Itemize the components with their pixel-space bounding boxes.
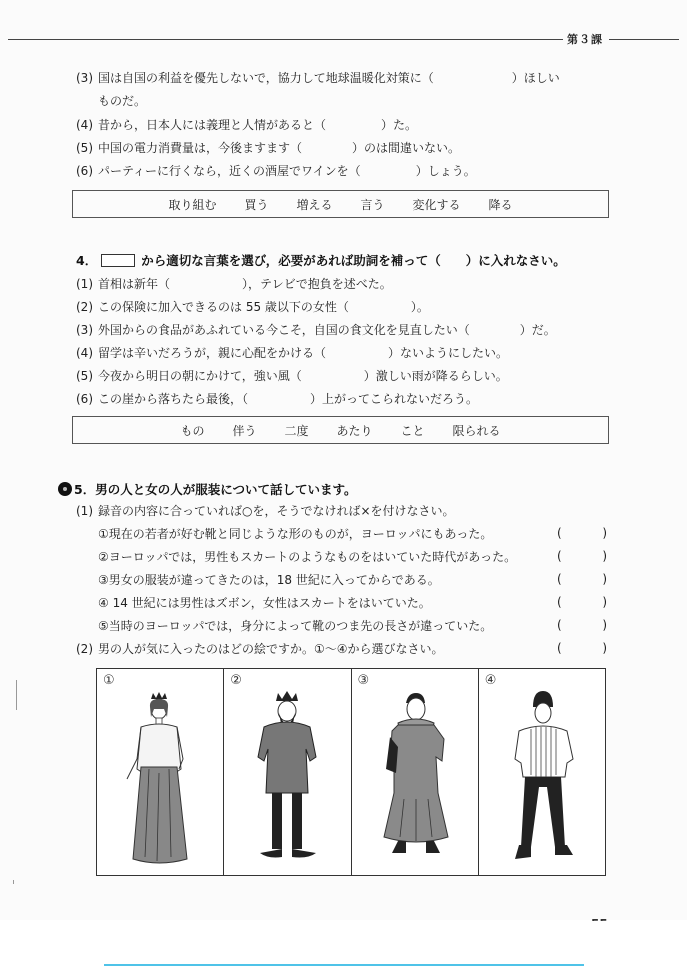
chapter-label: 第３課 xyxy=(567,33,603,46)
answer-paren[interactable]: ( ) xyxy=(557,641,607,655)
word-choice: あたり xyxy=(336,423,373,438)
scan-artifact xyxy=(16,680,17,710)
header-rule-right xyxy=(609,39,679,40)
word-choice-box xyxy=(72,190,609,218)
header-rule-left xyxy=(8,39,563,40)
question-item: (4) 留学は辛いだろうが，親に心配をかける（ ）ないようにしたい。 xyxy=(76,346,509,360)
woman-gown-illustration xyxy=(97,669,224,874)
figure-option-1[interactable]: ① xyxy=(97,669,224,875)
word-box-symbol xyxy=(101,254,135,267)
word-choice: 限られる xyxy=(452,423,501,438)
bottom-accent-rule xyxy=(104,964,584,966)
section-5-heading: 5．男の人と女の人が服装について話しています。 xyxy=(58,482,356,498)
long-robe-illustration xyxy=(352,669,479,874)
word-choice: 取り組む xyxy=(168,197,217,212)
question-item: (6) この崖から落ちたら最後，（ ）上がってこられないだろう。 xyxy=(76,392,479,406)
answer-paren[interactable]: ( ) xyxy=(557,595,607,609)
answer-paren[interactable]: ( ) xyxy=(557,526,607,540)
question-item: (3) 国は自国の利益を優先しないで，協力して地球温暖化対策に（ ）ほしい xyxy=(76,71,560,85)
answer-paren[interactable]: ( ) xyxy=(557,572,607,586)
question-2: (2) 男の人が気に入ったのはどの絵ですか。①～④から選びなさい。 xyxy=(76,642,444,656)
question-1-instruction: (1) 録音の内容に合っていれば○を，そうでなければ×を付けなさい。 xyxy=(76,504,455,518)
figure-option-2[interactable]: ② xyxy=(224,669,351,875)
bearded-king-illustration xyxy=(224,669,351,874)
scan-artifact xyxy=(13,880,14,884)
statement: ④ 14 世紀には男性はズボン，女性はスカートをはいていた。 xyxy=(98,596,431,610)
cd-audio-icon xyxy=(58,482,72,496)
figure-option-3[interactable]: ③ xyxy=(352,669,479,875)
answer-paren[interactable]: ( ) xyxy=(557,618,607,632)
word-choice: もの xyxy=(180,423,205,438)
bottom-whitespace xyxy=(97,921,687,969)
word-choice: 変化する xyxy=(412,197,461,212)
question-item: (4) 昔から，日本人には義理と人情があると（ ）た。 xyxy=(76,118,418,132)
question-item: (1) 首相は新年（ ），テレビで抱負を述べた。 xyxy=(76,277,392,291)
word-choice: 増える xyxy=(296,197,333,212)
word-choice: 降る xyxy=(488,197,513,212)
section-4-heading: 4． から適切な言葉を選び，必要があれば助詞を補って（ ）に入れなさい。 xyxy=(76,253,566,268)
statement: ⑤当時のヨーロッパでは，身分によって靴のつま先の長さが違っていた。 xyxy=(98,619,493,633)
word-choice: こと xyxy=(400,423,425,438)
question-item: (3) 外国からの食品があふれている今こそ，自国の食文化を見直したい（ ）だ。 xyxy=(76,323,556,337)
figure-option-4[interactable]: ④ xyxy=(479,669,605,875)
answer-paren[interactable]: ( ) xyxy=(557,549,607,563)
word-choice: 言う xyxy=(360,197,385,212)
word-choice-box xyxy=(72,416,609,444)
question-item-continuation: ものだ。 xyxy=(98,94,147,108)
question-item: (2) この保険に加入できるのは 55 歳以下の女性（ ）。 xyxy=(76,300,429,314)
word-choice: 二度 xyxy=(284,423,309,438)
word-choice: 買う xyxy=(244,197,269,212)
word-choice: 伴う xyxy=(232,423,257,438)
statement: ③男女の服装が違ってきたのは，18 世紀に入ってからである。 xyxy=(98,573,440,587)
statement: ②ヨーロッパでは，男性もスカートのようなものをはいていた時代があった。 xyxy=(98,550,517,564)
question-item: (6) パーティーに行くなら，近くの酒屋でワインを（ ）しょう。 xyxy=(76,164,476,178)
question-item: (5) 中国の電力消費量は，今後ますます（ ）のは間違いない。 xyxy=(76,141,461,155)
statement: ①現在の若者が好む靴と同じような形のものが，ヨーロッパにもあった。 xyxy=(98,527,493,541)
costume-figures xyxy=(96,668,606,876)
doublet-tights-illustration xyxy=(479,669,606,874)
question-item: (5) 今夜から明日の朝にかけて，強い風（ ）激しい雨が降るらしい。 xyxy=(76,369,508,383)
